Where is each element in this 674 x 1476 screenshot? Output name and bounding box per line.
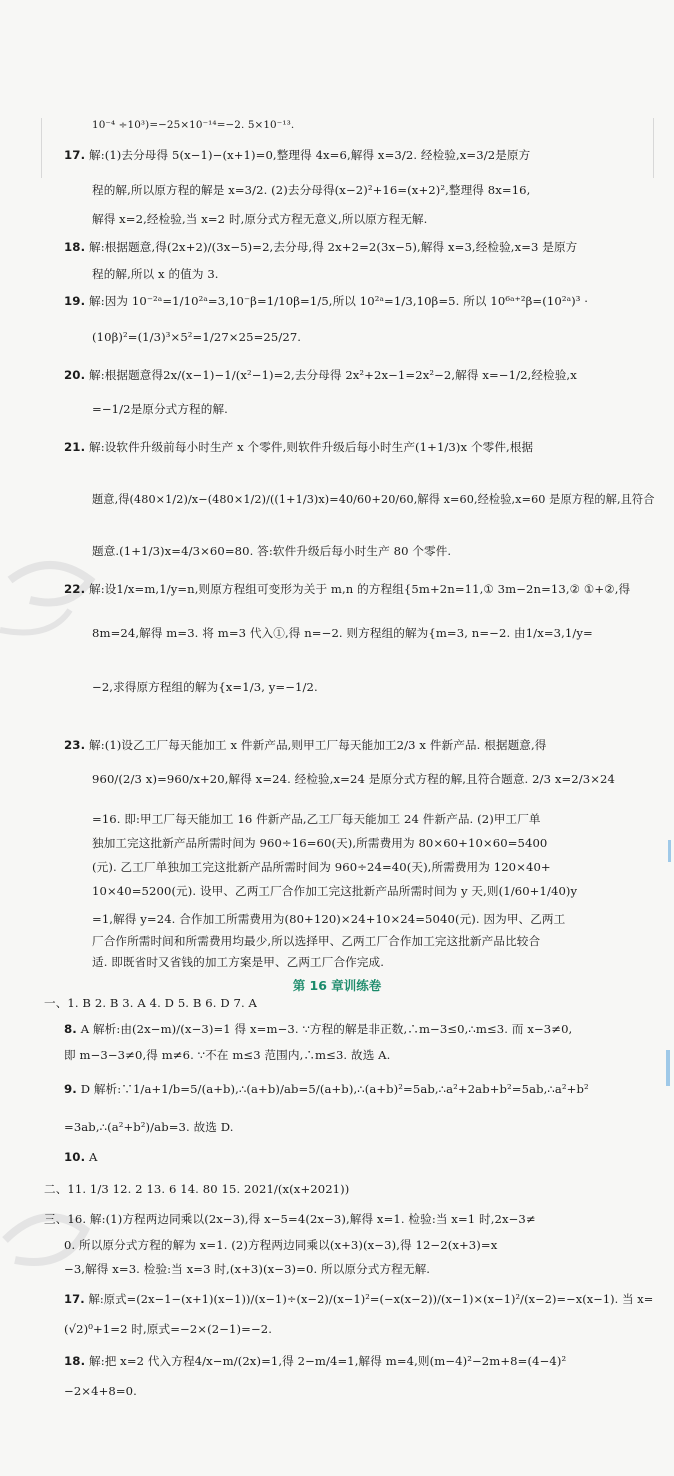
problem-19: 19. 解:因为 10⁻²ᵃ=1/10²ᵃ=3,10⁻β=1/10β=1/5,所以 10²ᵃ=1/3,10β=5. 所以 10⁶ᵃ⁺²β=(10²ᵃ)³ · [64,294,589,308]
text-line: 程的解,所以 x 的值为 3. [92,267,219,281]
text-line: 10×40=5200(元). 设甲、乙两工厂合作加工完这批新产品所需时间为 y 天,则(1/60+1/40)y [92,884,578,898]
text-line: 10⁻⁴ ÷10³)=−25×10⁻¹⁴=−2. 5×10⁻¹³. [92,119,295,131]
text-line: 即 m−3−3≠0,得 m≠6. ∵不在 m≤3 范围内,∴m≤3. 故选 A. [64,1048,391,1062]
text-line: =16. 即:甲工厂每天能加工 16 件新产品,乙工厂每天能加工 24 件新产品. (2)甲工厂单 [92,812,541,826]
problem-21: 21. 解:设软件升级前每小时生产 x 个零件,则软件升级后每小时生产(1+1/3)x 个零件,根据 [64,440,534,454]
text-line: 解得 x=2,经检验,当 x=2 时,原分式方程无意义,所以原方程无解. [92,212,428,226]
problem-20: 20. 解:根据题意得2x/(x−1)−1/(x²−1)=2,去分母得 2x²+2x−1=2x²−2,解得 x=−1/2,经检验,x [64,368,577,382]
text-line: 题意,得(480×1/2)/x−(480×1/2)/((1+1/3)x)=40/60+20/60,解得 x=60,经检验,x=60 是原方程的解,且符合 [92,492,655,506]
text-line: −2,求得原方程组的解为{x=1/3, y=−1/2. [92,680,318,694]
text-line: 960/(2/3 x)=960/x+20,解得 x=24. 经检验,x=24 是原分式方程的解,且符合题意. 2/3 x=2/3×24 [92,772,616,786]
problem-16: 三、16. 解:(1)方程两边同乘以(2x−3),得 x−5=4(2x−3),解得 x=1. 检验:当 x=1 时,2x−3≠ [44,1212,536,1226]
text-line: =−1/2是原分式方程的解. [92,402,228,416]
text-line: 题意.(1+1/3)x=4/3×60=80. 答:软件升级后每小时生产 80 个零件. [92,544,452,558]
text-line: 厂合作所需时间和所需费用均最少,所以选择甲、乙两工厂合作加工完这批新产品比较合 [92,934,541,948]
text-line: −2×4+8=0. [64,1384,137,1398]
text-line: =3ab,∴(a²+b²)/ab=3. 故选 D. [64,1120,234,1134]
edge-mark [666,1050,670,1086]
problem-10: 10. A [64,1150,98,1164]
problem-17b: 17. 解:原式=(2x−1−(x+1)(x−1))/(x−1)÷(x−2)/(x−1)²=(−x(x−2))/(x−1)×(x−1)²/(x−2)=−x(x−1). 当 x= [64,1292,654,1306]
text-line: =1,解得 y=24. 合作加工所需费用为(80+120)×24+10×24=5040(元). 因为甲、乙两工 [92,912,566,926]
text-line: −3,解得 x=3. 检验:当 x=3 时,(x+3)(x−3)=0. 所以原分式方程无解. [64,1262,431,1276]
problem-22: 22. 解:设1/x=m,1/y=n,则原方程组可变形为关于 m,n 的方程组{5m+2n=11,① 3m−2n=13,② ①+②,得 [64,582,631,596]
problem-8: 8. A 解析:由(2x−m)/(x−3)=1 得 x=m−3. ∵方程的解是非正数,∴m−3≤0,∴m≤3. 而 x−3≠0, [64,1022,573,1036]
problem-23: 23. 解:(1)设乙工厂每天能加工 x 件新产品,则甲工厂每天能加工2/3 x 件新产品. 根据题意,得 [64,738,547,752]
answer-page [14,0,654,1476]
answers-fill-blank: 二、11. 1/3 12. 2 13. 6 14. 80 15. 2021/(x(x+2021)) [44,1182,350,1196]
text-line: (√2)⁰+1=2 时,原式=−2×(2−1)=−2. [64,1322,273,1336]
text-line: (10β)²=(1/3)³×5²=1/27×25=25/27. [92,330,302,344]
problem-17: 17. 解:(1)去分母得 5(x−1)−(x+1)=0,整理得 4x=6,解得 x=3/2. 经检验,x=3/2是原方 [64,148,531,162]
problem-18b: 18. 解:把 x=2 代入方程4/x−m/(2x)=1,得 2−m/4=1,解得 m=4,则(m−4)²−2m+8=(4−4)² [64,1354,567,1368]
text-line: 适. 即既省时又省钱的加工方案是甲、乙两工厂合作完成. [92,955,385,969]
text-line: 8m=24,解得 m=3. 将 m=3 代入①,得 n=−2. 则方程组的解为{m=3, n=−2. 由1/x=3,1/y= [92,626,593,640]
section-title: 第 16 章训练卷 [292,978,382,993]
problem-9: 9. D 解析:∵1/a+1/b=5/(a+b),∴(a+b)/ab=5/(a+b),∴(a+b)²=5ab,∴a²+2ab+b²=5ab,∴a²+b² [64,1082,589,1096]
edge-mark [668,840,671,862]
answers-multiple-choice: 一、1. B 2. B 3. A 4. D 5. B 6. D 7. A [44,996,258,1010]
text-line: 独加工完这批新产品所需时间为 960÷16=60(天),所需费用为 80×60+10×60=5400 [92,836,548,850]
text-line: (元). 乙工厂单独加工完这批新产品所需时间为 960÷24=40(天),所需费用为 120×40+ [92,860,551,874]
text-line: 0. 所以原分式方程的解为 x=1. (2)方程两边同乘以(x+3)(x−3),得 12−2(x+3)=x [64,1238,498,1252]
text-line: 程的解,所以原方程的解是 x=3/2. (2)去分母得(x−2)²+16=(x+2)²,整理得 8x=16, [92,183,531,197]
problem-18: 18. 解:根据题意,得(2x+2)/(3x−5)=2,去分母,得 2x+2=2(3x−5),解得 x=3,经检验,x=3 是原方 [64,240,578,254]
